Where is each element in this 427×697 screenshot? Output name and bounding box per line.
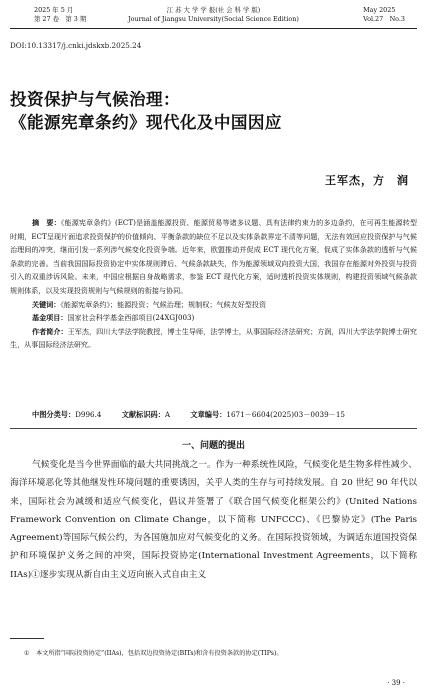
header-volume-en: Vol.27 No.3: [363, 14, 405, 23]
abstract-block: [10, 216, 417, 352]
abstract-label: 摘 要：: [32, 218, 61, 227]
doi[interactable]: DOI:10.13317/j.cnki.jdskxb.2025.24: [10, 41, 142, 50]
abstract-text: 《能源宪章条约》(ECT)是涵盖能源投资、能源贸易等诸多议题、具有法律约束力的多边条约，在可再生能源转型时期，ECT呈现片面追求投资保护的价值倾向、平衡条款的缺位不足以及实体条款界定不清等问题，无法有效回应投资保护与气候治理间的冲突，继而引发一系列涉气候变化投资争端。近年来，欧盟推动并促成 ECT 现代化方案，促成了实体条款的透析与气候条款的完善。当前我国国际投资协定中实体规则滞后、气候条款缺失，作为能源领域双向投资大国，我国存在能源对外投资与投资引入的双重涉诉风险。未来，中国应根据自身战略需求，参鉴 ECT 现代化方案，适时透析投资实体规则，构建投资领域气候条款规则体系，以及实现投资规则与气候规则的衔接与协同。: [10, 218, 417, 295]
header-date-cn: 2025 年 5 月: [34, 6, 74, 14]
fund-text: 国家社会科学基金西部项目(24XGJ003): [67, 313, 195, 323]
body-paragraph: 气候变化是当今世界面临的最大共同挑战之一。作为一种系统性风险，气候变化是生物多样性减少、海洋环境恶化等其他继发性环境问题的重要诱因，关乎人类的生存与可持续发展。自 20 世纪 90 年代以来，国际社会为减缓和适应气候变化，倡议并签署了《联合国气候变化框架公约》(United Nations Framework Convention on Climate Change，以下简称 UNFCCC)、《巴黎协定》(The Paris Agreement)等国际气候公约，为各国施加应对气候变化的义务。在国际投资领域，为调适东道国投资保护和环境保护义务之间的冲突，国际投资协定(International Investment Agreements，以下简称 IIAs)①逐步实现从新自由主义迈向嵌入式自由主义: [10, 460, 417, 580]
header-journal: [10, 6, 417, 23]
keywords: [32, 298, 417, 312]
clc-label: 中图分类号：: [32, 410, 76, 419]
divider: [10, 428, 417, 429]
header-date-en: May 2025: [363, 6, 396, 14]
authors: 王军杰，方 润: [325, 174, 409, 187]
journal-name-cn: 江 苏 大 学 学 报(社 会 科 学 版): [166, 6, 261, 14]
abstract: [10, 216, 417, 298]
keywords-text: 《能源宪章条约》；能源投资；气候治理；规制权；气候友好型投资: [60, 299, 267, 309]
header-volume-cn: 第 27 卷 第 3 期: [34, 14, 87, 23]
bio-label: 作者简介：: [32, 326, 68, 336]
footnote: [24, 648, 283, 657]
doc-code-value: A: [164, 410, 171, 419]
fund-label: 基金项目：: [32, 313, 68, 323]
article-title: [10, 88, 282, 134]
running-header: [10, 4, 417, 29]
title-line-2: 《能源宪章条约》现代化及中国因应: [10, 112, 282, 132]
classification-line: [32, 410, 345, 420]
title-line-1: 投资保护与气候治理：: [10, 89, 180, 109]
bio-text: 王军杰，四川大学法学院教授，博士生导师，法学博士，从事国际经济法研究；方润，四川大学法学院博士研究生，从事国际经济法研究。: [10, 326, 418, 350]
footnote-text: 本文所指“国际投资协定”(IIAs)，包括双边投资协定(BITs)和含有投资条款的协定(TIPs)。: [36, 650, 283, 657]
article-id-value: 1671－6604(2025)03－0039－15: [226, 410, 346, 419]
author-bio: [10, 325, 417, 352]
header-issue-en: [363, 6, 405, 23]
doc-code-label: 文献标识码：: [121, 410, 165, 419]
footnote-divider: [10, 638, 44, 639]
footnote-marker: ①: [24, 650, 30, 657]
page-number: · 39 ·: [387, 679, 405, 687]
article-id-label: 文章编号：: [190, 410, 227, 419]
clc-value: D996.4: [75, 410, 102, 419]
journal-name-en: Journal of Jiangsu University(Social Science Edition): [128, 14, 299, 23]
section-heading: 一、问题的提出: [181, 441, 245, 451]
keywords-label: 关键词：: [32, 299, 61, 309]
fund: [32, 311, 417, 325]
